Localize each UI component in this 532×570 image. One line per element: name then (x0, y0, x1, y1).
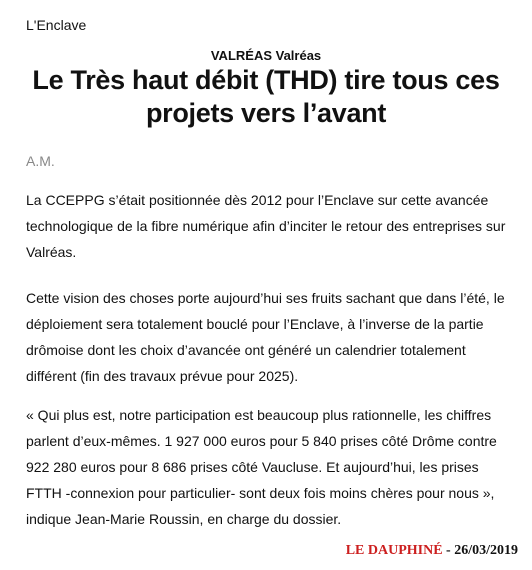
source-separator: - (442, 543, 455, 558)
article-kicker: VALRÉAS Valréas (210, 48, 322, 63)
article-headline: Le Très haut débit (THD) tire tous ces projets vers l’avant (32, 65, 500, 128)
newspaper-name: LE DAUPHINÉ (345, 543, 443, 558)
section-label: L'Enclave (26, 17, 87, 33)
article-paragraph-2: Cette vision des choses porte aujourd’hui ses fruits sachant que dans l’été, le déploiement sera totalement bouclé pour l’Enclave, à l’inverse de la partie drômoise dont les choix d’avancée ont généré un calendrier totalement différent (fin des travaux prévue pour 2025). (26, 290, 505, 384)
article-paragraph-3: « Qui plus est, notre participation est beaucoup plus rationnelle, les chiffres parlent d’eux-mêmes. 1 927 000 euros pour 5 840 prises côté Drôme contre 922 280 euros pour 8 686 prises côté Vaucluse. Et aujourd’hui, les prises FTTH -connexion pour particulier- sont deux fois moins chères pour nous », indique Jean-Marie Roussin, en charge du dossier. (26, 407, 497, 527)
publication-date: 26/03/2019 (454, 543, 518, 558)
source-credit (346, 543, 518, 559)
article-author: A.M. (26, 153, 55, 169)
article-paragraph-1: La CCEPPG s’était positionnée dès 2012 pour l’Enclave sur cette avancée technologique de la fibre numérique afin d’inciter le retour des entreprises sur Valréas. (26, 192, 506, 260)
